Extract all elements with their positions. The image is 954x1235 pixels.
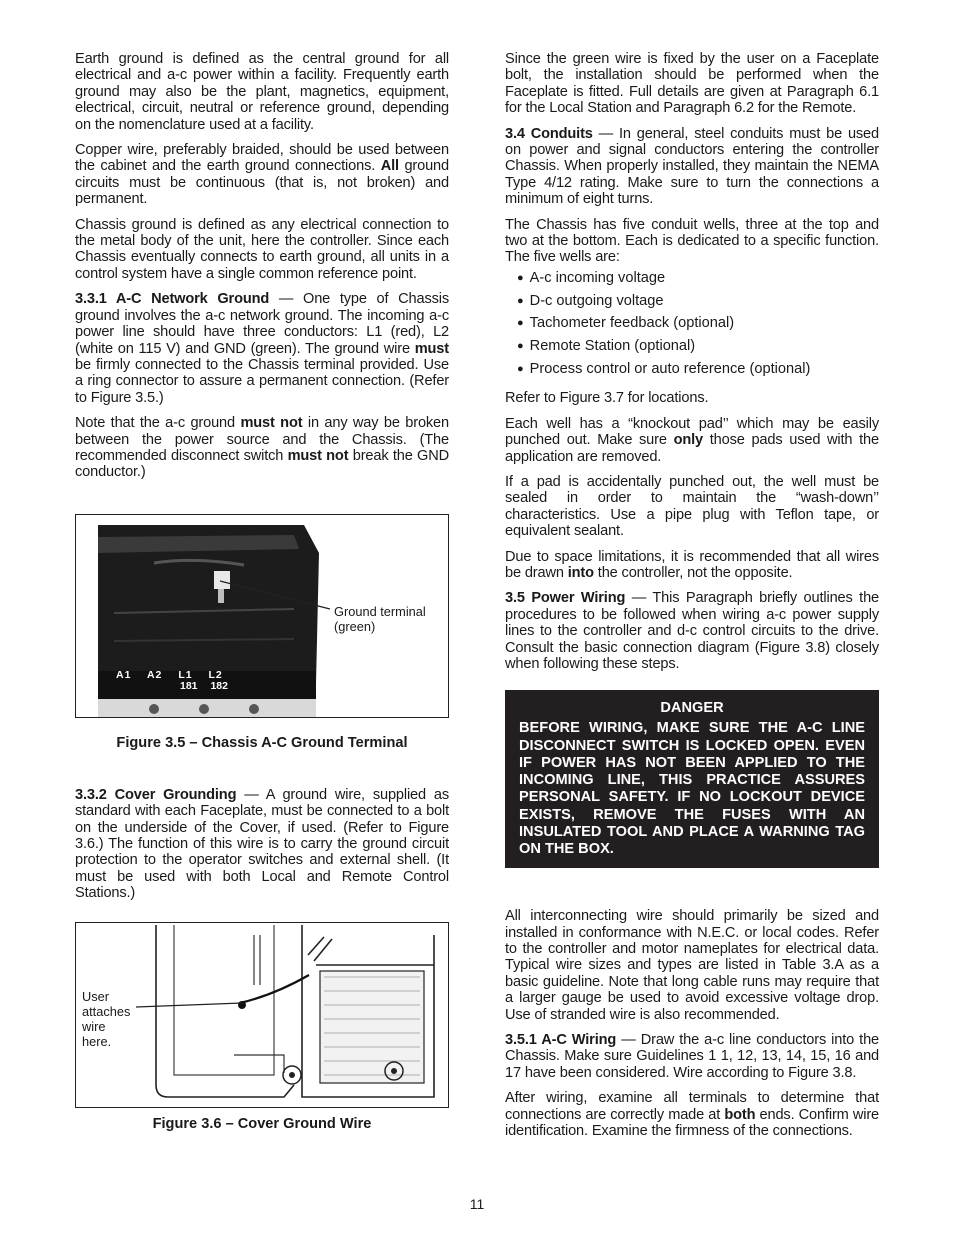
emphasis: must [414,340,449,357]
emphasis: only [673,432,703,449]
section-heading: 3.4 Conduits [505,125,593,142]
text: — One type of Chassis ground involves the a-c network ground. The incoming a-c power line should have three conductors: L1 (red), L2 (white on 115 V) and GND (green). The ground wire [75,291,449,357]
text: be firmly connected to the Chassis terminal provided. Use a ring connector to assure a permanent connection. (Refer to Figure 3.5.) [75,356,449,406]
list-item: ● A-c incoming voltage [517,268,879,291]
ground-terminal-label [334,604,426,634]
text: — Draw the a-c line conductors into the Chassis. Make sure Guidelines 1 1, 12, 13, 14, 15, 16 and 17 have been considered. Wire according to Figure 3.8. [505,1031,879,1081]
label-line: attaches [82,1003,131,1019]
paragraph-ac-wiring [505,1032,879,1081]
emphasis: into [567,565,594,582]
text: — In general, steel conduits must be used on power and signal conductors entering the controller Chassis. When properly installed, they maintain the NEMA Type 4/12 rating. Make sure to turn the connections a minimum of eight turns. [505,125,879,208]
list-item: ● Process control or auto reference (optional) [517,359,879,382]
paragraph-figure-ref: Refer to Figure 3.7 for locations. [505,390,709,407]
paragraph-after-wiring [505,1090,879,1139]
figure-chassis-ground-terminal [75,514,449,718]
text: Note that the a-c ground [75,415,241,432]
terminal-label: A2 [146,668,163,681]
right-column [505,51,879,1148]
label-line: Ground terminal [334,603,426,619]
user-attaches-label [82,989,130,1049]
text: — A ground wire, supplied as standard with each Faceplate, must be connected to a bolt on the underside of the Cover, if used. (Refer to Figure 3.6.) The function of this wire is to carry the ground circuit protection to the operator switches and external shell. (It must be used with both Local and Remote Control Stations.) [75,786,449,902]
paragraph-punched-pad: If a pad is accidentally punched out, the well must be sealed in order to maintain the “wash-down’’ characteristics. Use a pipe plug with Teflon tape, or equivalent sealant. [505,474,879,540]
paragraph-ac-ground-note [75,415,449,481]
paragraph-chassis-ground: Chassis ground is defined as any electrical connection to the metal body of the unit, here the controller. Since each Chassis eventually connects to earth ground, all units in a control system have a single common reference point. [75,216,449,282]
paragraph-copper-wire [75,142,449,208]
danger-text: BEFORE WIRING, MAKE SURE THE A-C LINE DISCONNECT SWITCH IS LOCKED OPEN. EVEN IF POWER HAS NOT BEEN APPLIED TO THE INCOMING LINE, THIS PRACTICE ASSURES PERSONAL SAFETY. IF NO LOCKOUT DEVICE EXISTS, REMOVE THE FUSES WITH AN INSULATED TOOL AND PLACE A WARNING TAG ON THE BOX. [519,720,865,857]
terminal-label: A1 [116,668,132,681]
paragraph-conduits [505,126,879,208]
page-number: 11 [469,1196,485,1212]
text: ground circuits must be continuous (that is, not broken) and permanent. [75,158,449,208]
text: those pads used with the application are removed. [505,432,879,465]
text: the controller, not the opposite. [593,565,793,582]
text: Each well has a “knockout pad’’ which may be easily punched out. Make sure [505,415,879,449]
terminal-number: 181 [180,679,198,692]
paragraph-power-wiring [505,590,879,672]
terminal-label: L2 [208,668,223,681]
paragraph-earth-ground: Earth ground is defined as the central ground for all electrical and a-c power within a facility. Frequently earth ground may also be the plant, magnetics, equipment, electrical, circuit, neutral or reference ground, depending on the nomenclature used at a facility. [75,51,449,133]
left-column [75,51,449,1132]
emphasis: must not [240,415,303,432]
terminal-label: L1 [178,668,193,681]
list-item: ● Remote Station (optional) [517,336,879,359]
paragraph-network-ground [75,291,449,406]
danger-title: DANGER [660,700,724,717]
figure-caption-3-6: Figure 3.6 – Cover Ground Wire [152,1115,372,1132]
terminal-numbers [180,679,228,694]
emphasis: must not [287,447,349,464]
terminal-number: 182 [210,679,228,692]
paragraph-conduit-wells: The Chassis has five conduit wells, three at the top and two at the bottom. Each is dedicated to a specific function. The five wells are: [505,216,879,266]
label-line: (green) [334,618,376,634]
text: After wiring, examine all terminals to determine that connections are correctly made at [505,1090,879,1123]
list-item: ● Tachometer feedback (optional) [517,313,879,336]
leader-line [134,993,254,1023]
section-heading: 3.3.1 A-C Network Ground [75,291,270,308]
emphasis: both [724,1106,756,1123]
text: break the GND conductor.) [75,447,449,481]
section-heading: 3.3.2 Cover Grounding [75,786,237,803]
paragraph-cover-grounding [75,787,449,902]
text: Due to space limitations, it is recommended that all wires be drawn [505,548,879,582]
text: in any way be broken between the power source and the Chassis. (The recommended disconnect switch [75,415,449,464]
label-line: User [82,988,110,1004]
section-heading: 3.5.1 A-C Wiring [505,1031,617,1048]
paragraph-green-wire: Since the green wire is fixed by the user on a Faceplate bolt, the installation should be performed when the Faceplate is fitted. Full details are given at Paragraph 6.1 for the Local Station and Paragraph 6.2 for the Remote. [505,51,879,117]
figure-cover-ground-wire [75,922,449,1108]
figure-caption-3-5: Figure 3.5 – Chassis A-C Ground Terminal [116,734,408,751]
list-item: ● D-c outgoing voltage [517,291,879,314]
section-heading: 3.5 Power Wiring [505,590,626,607]
text: ends. Confirm wire identification. Examine the firmness of the connections. [505,1106,880,1139]
text: — This Paragraph briefly outlines the procedures to be followed when wiring a-c power supply lines to the controller and d-c control circuits to the drive. Consult the basic connection diagram (Figure 3.8) closely when following these steps. [505,590,879,673]
emphasis: All [380,158,399,175]
conduit-well-list [517,268,879,382]
label-line: here. [82,1033,112,1049]
text: Copper wire, preferably braided, should be used between the cabinet and the earth ground connections. [75,142,449,175]
paragraph-knockout-pad [505,416,879,465]
danger-notice [505,690,879,868]
paragraph-wire-sizing: All interconnecting wire should primarily be sized and installed in conformance with N.E.C. or local codes. Refer to the controller and motor nameplates for electrical data. Typical wire sizes and types are listed in Table 3.A as a basic guideline. Note that long cable runs may require that a larger gauge be used to avoid excessive voltage drop. Use of stranded wire is also recommended. [505,908,879,1023]
label-line: wire [82,1018,106,1034]
paragraph-space-limits [505,549,879,582]
